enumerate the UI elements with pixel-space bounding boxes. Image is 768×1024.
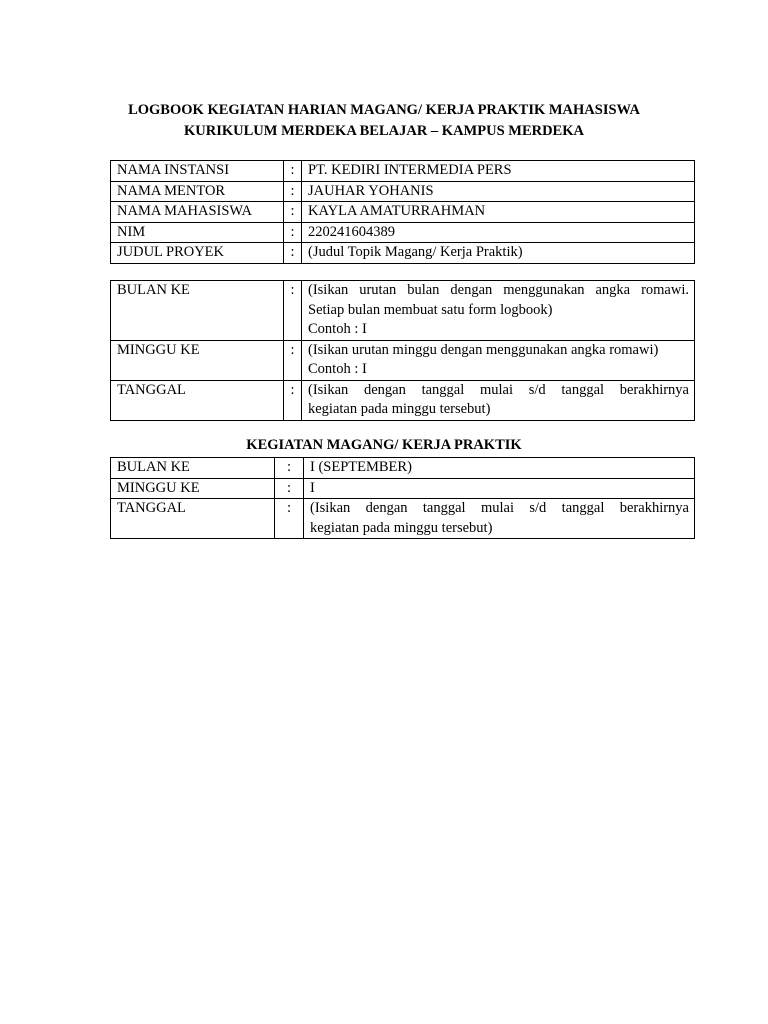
value-line: (Isikan urutan minggu dengan menggunakan angka romawi): [308, 341, 659, 358]
value-cell: [304, 499, 695, 539]
separator-cell: :: [275, 458, 304, 479]
activity-heading: KEGIATAN MAGANG/ KERJA PRAKTIK: [246, 437, 522, 453]
label-cell: TANGGAL: [111, 380, 284, 420]
separator-cell: :: [284, 181, 302, 202]
label-cell: JUDUL PROYEK: [111, 243, 284, 264]
value-cell: 220241604389: [302, 222, 695, 243]
label-cell: NAMA INSTANSI: [111, 161, 284, 182]
label-cell: MINGGU KE: [111, 340, 284, 380]
separator-cell: :: [275, 499, 304, 539]
instructions-table: [110, 280, 695, 421]
label-cell: BULAN KE: [111, 458, 275, 479]
value-line: (Isikan dengan tanggal mulai s/d tanggal berakhirnya: [310, 500, 689, 516]
identity-table: [110, 160, 695, 264]
value-cell: [302, 340, 695, 380]
value-line: (Isikan dengan tanggal mulai s/d tanggal berakhirnya: [308, 381, 689, 398]
value-cell: [302, 281, 695, 341]
separator-cell: :: [284, 340, 302, 380]
label-cell: NIM: [111, 222, 284, 243]
value-line: Contoh : I: [308, 361, 367, 377]
value-cell: [302, 380, 695, 420]
value-line: (Isikan urutan bulan dengan menggunakan angka romawi.: [308, 282, 689, 298]
activity-table: [110, 457, 695, 539]
table-row: [111, 202, 695, 223]
separator-cell: :: [284, 243, 302, 264]
label-cell: NAMA MAHASISWA: [111, 202, 284, 223]
separator-cell: :: [284, 161, 302, 182]
separator-cell: :: [284, 380, 302, 420]
label-cell: BULAN KE: [111, 281, 284, 341]
label-cell: MINGGU KE: [111, 478, 275, 499]
value-cell: (Judul Topik Magang/ Kerja Praktik): [302, 243, 695, 264]
value-line: Contoh : I: [308, 321, 367, 337]
value-cell: [304, 478, 695, 499]
table-row: [111, 181, 695, 202]
title-line-2: KURIKULUM MERDEKA BELAJAR – KAMPUS MERDEKA: [184, 123, 584, 139]
table-row: [111, 222, 695, 243]
value-cell: PT. KEDIRI INTERMEDIA PERS: [302, 161, 695, 182]
table-row: [111, 458, 695, 479]
document-title: [0, 100, 768, 142]
value-cell: [304, 458, 695, 479]
label-cell: TANGGAL: [111, 499, 275, 539]
table-row: [111, 340, 695, 380]
table-row: [111, 478, 695, 499]
table-row: [111, 161, 695, 182]
table-row: [111, 380, 695, 420]
title-line-1: LOGBOOK KEGIATAN HARIAN MAGANG/ KERJA PRAKTIK MAHASISWA: [128, 102, 640, 118]
value-cell: JAUHAR YOHANIS: [302, 181, 695, 202]
table-row: [111, 281, 695, 341]
value-line: Setiap bulan membuat satu form logbook): [308, 301, 553, 318]
separator-cell: :: [275, 478, 304, 499]
value-line: I: [310, 479, 315, 496]
value-cell: KAYLA AMATURRAHMAN: [302, 202, 695, 223]
separator-cell: :: [284, 281, 302, 341]
value-line: kegiatan pada minggu tersebut): [308, 401, 491, 417]
table-row: [111, 499, 695, 539]
label-cell: NAMA MENTOR: [111, 181, 284, 202]
table-row: [111, 243, 695, 264]
separator-cell: :: [284, 202, 302, 223]
value-line: kegiatan pada minggu tersebut): [310, 519, 493, 536]
value-line: I (SEPTEMBER): [310, 459, 412, 475]
separator-cell: :: [284, 222, 302, 243]
